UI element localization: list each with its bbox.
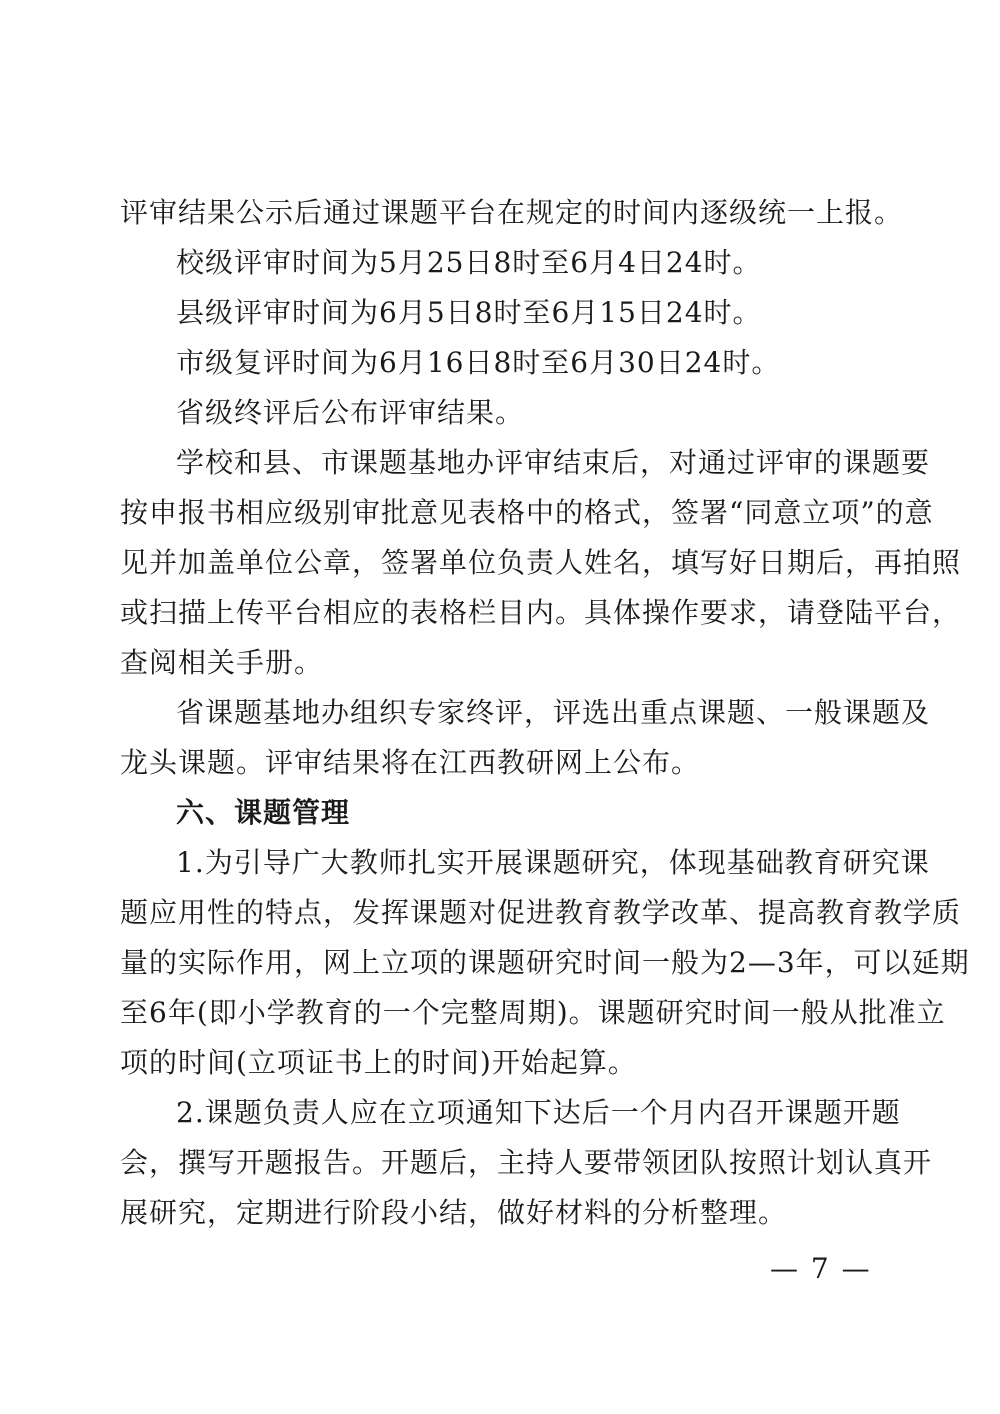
- text-line: 县级评审时间为6月5日8时至6月15日24时。: [176, 296, 762, 329]
- body-text: [120, 188, 970, 1238]
- text-line: 查阅相关手册。: [120, 646, 324, 679]
- text-line: 项的时间(立项证书上的时间)开始起算。: [120, 1046, 637, 1079]
- text-line: 按申报书相应级别审批意见表格中的格式，签署“同意立项”的意: [120, 496, 934, 529]
- text-line: 展研究，定期进行阶段小结，做好材料的分析整理。: [120, 1196, 788, 1229]
- text-line: 校级评审时间为5月25日8时至6月4日24时。: [176, 246, 762, 279]
- text-line: 量的实际作用，网上立项的课题研究时间一般为2—3年，可以延期: [120, 946, 970, 979]
- page-number: — 7 —: [770, 1252, 872, 1285]
- text-line: 省课题基地办组织专家终评，评选出重点课题、一般课题及: [176, 696, 931, 729]
- text-line: 省级终评后公布评审结果。: [176, 396, 525, 429]
- text-line: 2.课题负责人应在立项通知下达后一个月内召开课题开题: [176, 1096, 901, 1129]
- text-line: 评审结果公示后通过课题平台在规定的时间内逐级统一上报。: [120, 196, 904, 229]
- text-line: 题应用性的特点，发挥课题对促进教育教学改革、提高教育教学质: [120, 896, 962, 929]
- text-line: 龙头课题。评审结果将在江西教研网上公布。: [120, 746, 701, 779]
- text-line: 或扫描上传平台相应的表格栏目内。具体操作要求，请登陆平台，: [120, 596, 962, 629]
- text-line: 见并加盖单位公章，签署单位负责人姓名，填写好日期后，再拍照: [120, 546, 962, 579]
- text-line: 市级复评时间为6月16日8时至6月30日24时。: [176, 346, 781, 379]
- text-line: 至6年(即小学教育的一个完整周期)。课题研究时间一般从批准立: [120, 996, 946, 1029]
- text-line: 1.为引导广大教师扎实开展课题研究，体现基础教育研究课: [176, 846, 930, 879]
- section-heading: 六、课题管理: [176, 796, 351, 829]
- text-line: 会，撰写开题报告。开题后，主持人要带领团队按照计划认真开: [120, 1146, 933, 1179]
- text-line: 学校和县、市课题基地办评审结束后，对通过评审的课题要: [176, 446, 931, 479]
